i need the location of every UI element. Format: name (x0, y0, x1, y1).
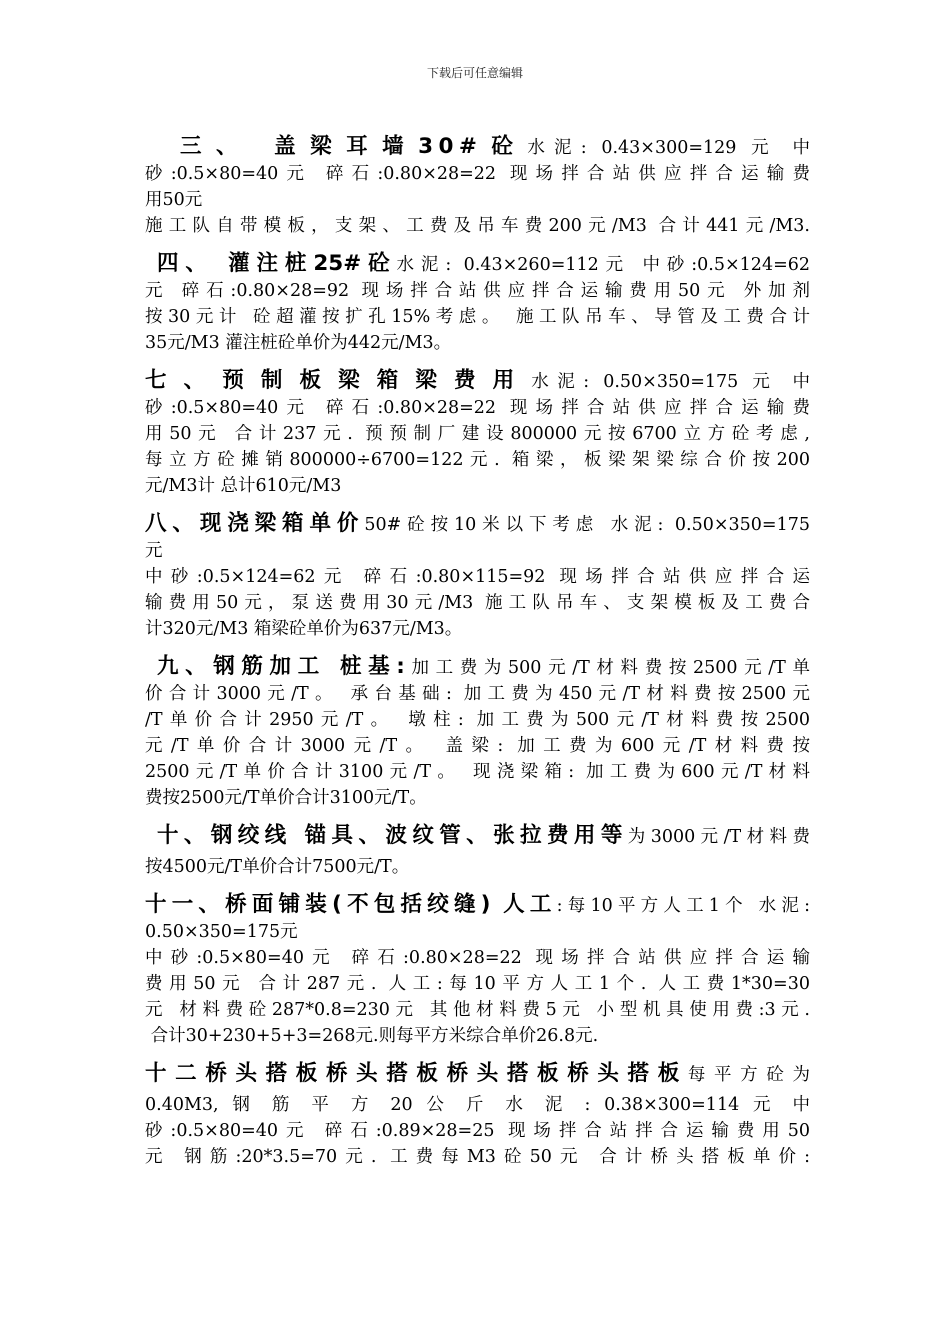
section-lead-text: 加工费为500元/T材料费按2500元/T单 (404, 658, 810, 678)
section-heading: 三、 盖梁耳墙30#砼 (180, 134, 528, 159)
section-9 (145, 654, 810, 811)
text-line: 元/M3计 总计610元/M3 (145, 476, 342, 496)
section-4 (145, 251, 810, 356)
text-line: 用50元 (145, 190, 203, 210)
text-line: 0.50×350=175元 (145, 922, 298, 942)
section-11 (145, 892, 810, 1049)
text-line: 合计30+230+5+3=268元.则每平方米综合单价26.8元. (145, 1026, 599, 1046)
section-3 (145, 134, 810, 239)
section-lead-text: 水泥: 0.43×300=129 元 中 (527, 138, 810, 158)
section-heading-line (145, 654, 810, 681)
section-lead-text: 每平方砼为 (687, 1065, 810, 1085)
section-heading: 十一、桥面铺装(不包括绞缝) 人工 (145, 892, 557, 917)
section-heading-line (145, 134, 810, 161)
text-line: 砂:0.5×80=40元 碎石:0.89×28=25 现场拌合站拌合运输费用50 (145, 1121, 810, 1141)
section-heading-line (145, 511, 810, 538)
page-header: 下载后可任意编辑 (426, 66, 523, 80)
text-line: 2500元/T单价合计3100元/T。 现浇梁箱: 加工费为600元/T材料 (145, 762, 810, 782)
section-12 (145, 1061, 810, 1170)
text-line: 元 钢筋:20*3.5=70元. 工费每M3砼50元 合计桥头搭板单价: (145, 1147, 810, 1167)
text-line: 价合计3000元/T。 承台基础: 加工费为450元/T材料费按2500元 (145, 684, 810, 704)
text-line: 35元/M3 灌注桩砼单价为442元/M3。 (145, 333, 452, 353)
document-body (145, 134, 810, 1182)
text-line: 元/T单价合计3000元/T。 盖梁: 加工费为600元/T材料费按 (145, 736, 810, 756)
text-line: 元 (145, 541, 163, 561)
text-line: 施工队自带模板，支架、工费及吊车费200元/M3 合计441元/M3. (145, 216, 810, 236)
text-line: 中砂:0.5×124=62元 碎石:0.80×115=92 现场拌合站供应拌合运 (145, 567, 810, 587)
text-line: 按30元计 砼超灌按扩孔15%考虑。 施工队吊车、导管及工费合计 (145, 307, 810, 327)
text-line: 按4500元/T单价合计7500元/T。 (145, 857, 410, 877)
text-line: 0.40M3, 钢 筋 平 方 20 公 斤 水 泥 : 0.38×300=114 元 中 (145, 1095, 810, 1115)
section-heading-line (145, 823, 810, 850)
text-line: 费用50元 合计287元. 人工:每10平方人工1个. 人工费1*30=30 (145, 974, 810, 994)
text-line: 中砂:0.5×80=40元 碎石:0.80×28=22 现场拌合站供应拌合运输 (145, 948, 810, 968)
section-heading-line (145, 1061, 810, 1088)
text-line: 砂:0.5×80=40元 碎石:0.80×28=22 现场拌合站供应拌合运输费 (145, 164, 810, 184)
text-line: 元 碎石:0.80×28=92 现场拌合站供应拌合运输费用50元 外加剂 (145, 281, 810, 301)
section-heading-line (145, 251, 810, 278)
section-10 (145, 823, 810, 880)
text-line: 输费用50元，泵送费用30元/M3 施工队吊车、支架模板及工费合 (145, 593, 810, 613)
text-line: 元 材料费砼287*0.8=230元 其他材料费5元 小型机具使用费:3元. (145, 1000, 810, 1020)
section-7 (145, 368, 810, 499)
section-heading: 四、 灌注桩25#砼 (157, 251, 397, 276)
section-heading: 十、钢绞线 锚具、波纹管、张拉费用等 (157, 823, 628, 848)
section-lead-text: 50#砼按10米以下考虑 水泥: 0.50×350=175 (364, 515, 810, 535)
section-heading: 十二桥头搭板桥头搭板桥头搭板桥头搭板 (145, 1061, 688, 1086)
section-lead-text: 为3000元/T材料费 (627, 827, 810, 847)
text-line: 计320元/M3 箱梁砼单价为637元/M3。 (145, 619, 463, 639)
section-heading: 九、钢筋加工 桩基: (157, 654, 405, 679)
section-lead-text: 水泥: 0.50×350=175 元 中 (531, 372, 810, 392)
text-line: /T单价合计2950元/T。 墩柱: 加工费为500元/T材料费按2500 (145, 710, 810, 730)
section-heading-line (145, 892, 810, 919)
section-lead-text: :每10平方人工1个 水泥: (556, 896, 810, 916)
section-heading: 七、预制板梁箱梁费用 (145, 368, 532, 393)
text-line: 砂:0.5×80=40元 碎石:0.80×28=22 现场拌合站供应拌合运输费 (145, 398, 810, 418)
section-heading: 八、现浇梁箱单价 (145, 511, 365, 536)
text-line: 每立方砼摊销800000÷6700=122元. 箱梁，板梁架梁综合价按200 (145, 450, 810, 470)
text-line: 用50元 合计237元. 预预制厂建设800000元按6700立方砼考虑, (145, 424, 810, 444)
section-8 (145, 511, 810, 642)
text-line: 费按2500元/T单价合计3100元/T。 (145, 788, 427, 808)
section-lead-text: 水泥: 0.43×260=112元 中砂:0.5×124=62 (396, 255, 811, 275)
section-heading-line (145, 368, 810, 395)
